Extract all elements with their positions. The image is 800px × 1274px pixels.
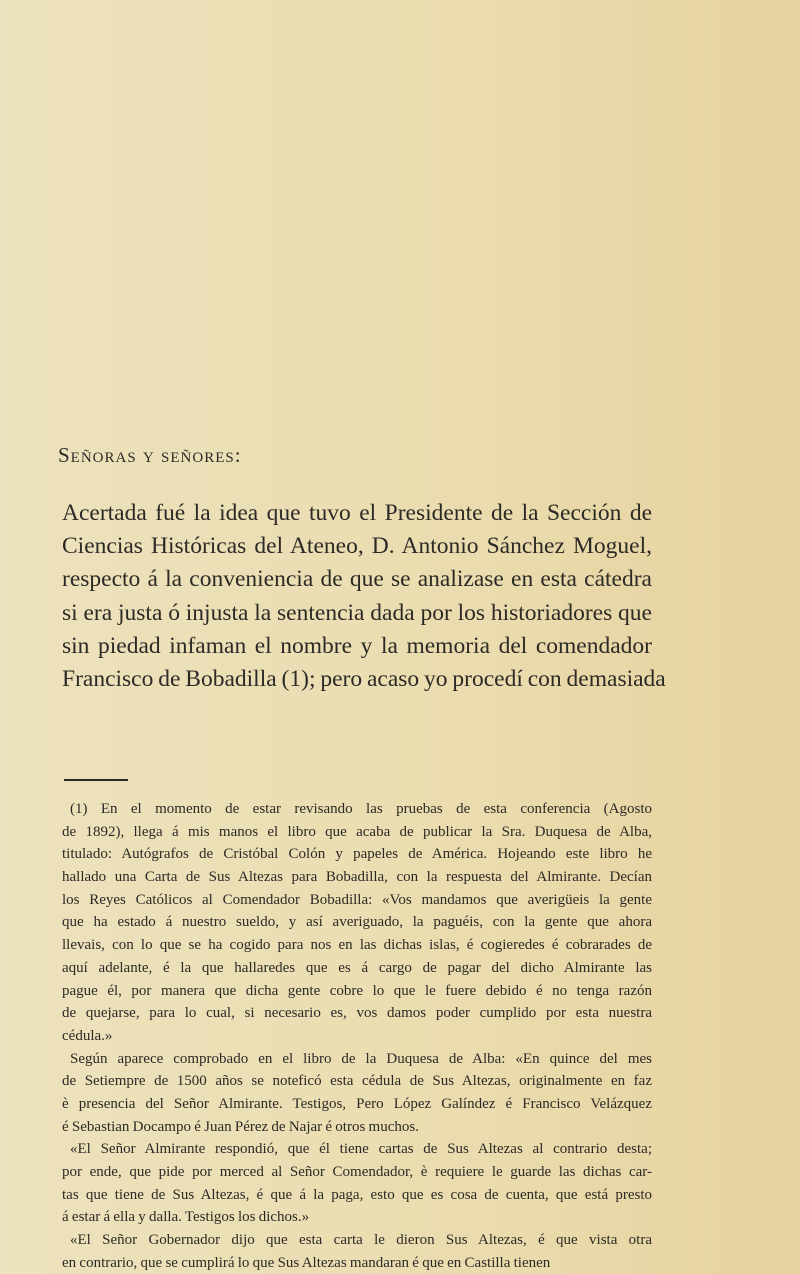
body-line: si era justa ó injusta la sentencia dada por los historiadores que [62,599,652,626]
body-line: Francisco de Bobadilla (1); pero acaso yo procedí con demasiada [62,665,666,692]
footnote-line: è presencia del Señor Almirante. Testigos, Pero López Galíndez é Francisco Velázquez [62,1095,652,1112]
footnote-line: titulado: Autógrafos de Cristóbal Colón y papeles de América. Hojeando este libro he [62,846,652,863]
footnote-line: cédula.» [62,1027,113,1044]
footnote-line: «El Señor Gobernador dijo que esta carta le dieron Sus Altezas, é que vista otra [70,1232,652,1249]
footnote-line: (1) En el momento de estar revisando las pruebas de esta conferencia (Agosto [70,801,652,817]
footnote-line: Según aparece comprobado en el libro de la Duquesa de Alba: «En quince del mes [70,1050,652,1067]
footnote-line: aquí adelante, é la que hallaredes que es á cargo de pagar del dicho Almirante las [62,959,652,976]
body-line: sin piedad infaman el nombre y la memoria del comendador [62,632,652,659]
footnote-line: que ha estado á nuestro sueldo, y así averiguado, la paguéis, con la gente que ahora [62,914,652,931]
footnote-line: tas que tiene de Sus Altezas, é que á la paga, esto que es cosa de cuenta, que está presto [62,1186,652,1203]
footnote-line: llevais, con lo que se ha cogido para nos en las dichas islas, é cogieredes é cobrarades de [62,937,652,954]
footnote-line: de 1892), llega á mis manos el libro que acaba de publicar la Sra. Duquesa de Alba, [62,823,652,840]
body-line: Ciencias Históricas del Ateneo, D. Antonio Sánchez Moguel, [62,533,652,560]
footnote-line: á estar á ella y dalla. Testigos los dichos.» [62,1209,310,1226]
footnote-divider [64,779,128,781]
footnote-line: de Setiempre de 1500 años se noteficó esta cédula de Sus Altezas, originalmente en faz [62,1073,652,1090]
footnote-line: por ende, que pide por merced al Señor Comendador, è requiere le guarde las dichas car- [62,1164,652,1180]
body-text [62,497,666,696]
footnote-line: hallado una Carta de Sus Altezas para Bobadilla, con la respuesta del Almirante. Decían [62,869,652,886]
body-line: Acertada fué la idea que tuvo el Presidente de la Sección de [62,500,652,526]
footnote-line: de quejarse, para lo cual, si necesario es, vos damos poder cumplido por esta nuestra [62,1005,652,1022]
footnote [62,798,652,1274]
footnote-line: «El Señor Almirante respondió, que él tiene cartas de Sus Altezas al contrario desta; [70,1141,652,1158]
footnote-line: é Sebastian Docampo é Juan Pérez de Najar é otros muchos. [62,1118,419,1135]
section-heading: Señoras y señores: [58,443,242,467]
body-line: respecto á la conveniencia de que se analizase en esta cátedra [62,566,652,593]
footnote-line: los Reyes Católicos al Comendador Bobadilla: «Vos mandamos que averigüeis la gente [62,891,652,908]
footnote-line: pague él, por manera que dicha gente cobre lo que le fuere debido é no tenga razón [62,982,652,999]
footnote-line: en contrario, que se cumplirá lo que Sus Altezas mandaran é que en Castilla tienen [62,1254,551,1271]
